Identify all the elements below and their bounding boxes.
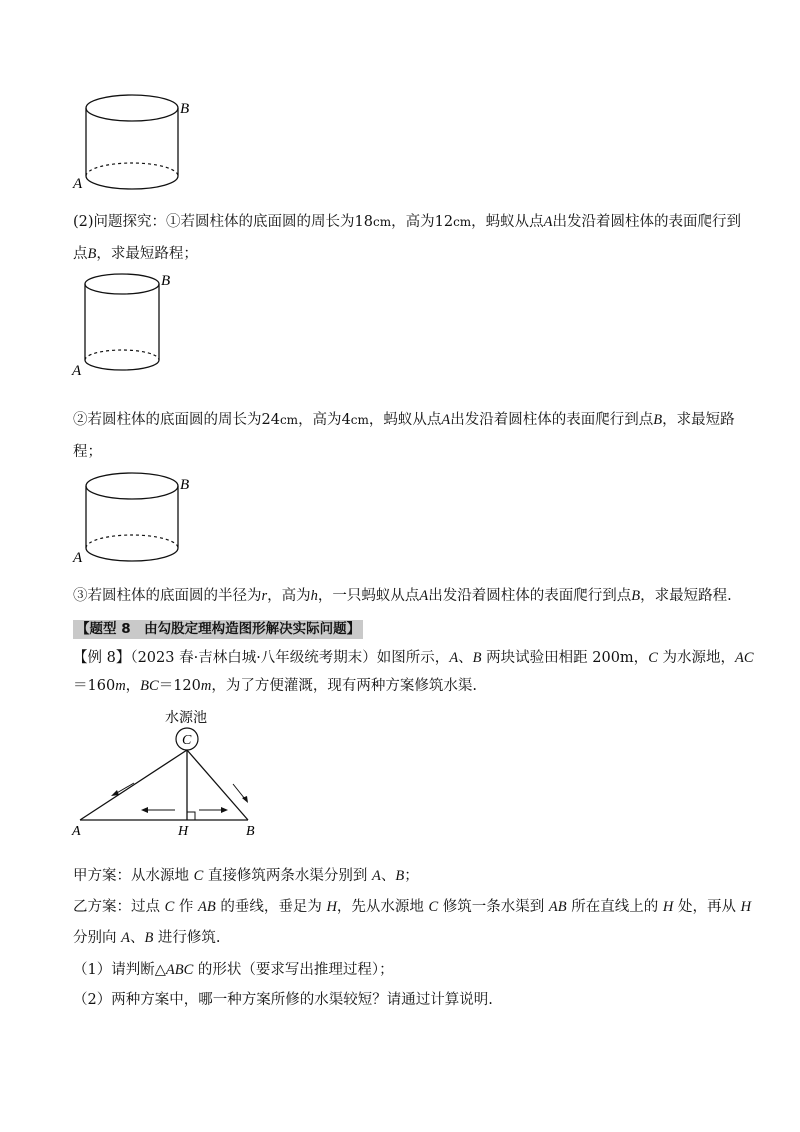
plan-jia: 甲方案：从水源地 C 直接修筑两条水渠分别到 A、B； [73,868,419,884]
label-b: B [180,477,190,493]
label-a: A [72,363,82,379]
vertex-h: H [178,824,189,839]
example-line-2: ＝160m，BC＝120m，为了方便灌溉，现有两种方案修筑水渠. [73,678,477,694]
label-b: B [161,273,171,289]
cylinder-figure-3 [70,470,200,570]
plan-yi-line-1: 乙方案：过点 C 作 AB 的垂线，垂足为 H，先从水源地 C 修筑一条水渠到 AB 所在直线上的 H 处，再从 H [73,899,752,915]
q2-line-1: (2)问题探究：①若圆柱体的底面圆的周长为18cm，高为12cm，蚂蚁从点A出发沿着圆柱体的表面爬行到 [73,214,742,230]
section-heading: 【题型 8 由勾股定理构造图形解决实际问题】 [73,620,363,639]
vertex-b: B [246,824,255,839]
question-1: （1）请判断△ABC 的形状（要求写出推理过程）； [73,962,394,978]
triangle-figure [70,704,270,840]
question-2: （2）两种方案中，哪一种方案所修的水渠较短？请通过计算说明. [73,992,493,1008]
vertex-a: A [72,824,81,839]
label-a: A [73,176,83,192]
example-line-1: 【例 8】（2023 春·吉林白城·八年级统考期末）如图所示，A、B 两块试验田相距 200m，C 为水源地，AC [73,650,754,666]
figure-title: 水源池 [165,711,207,726]
cylinder-figure-1 [70,92,200,198]
vertex-c: C [182,733,192,748]
cylinder-figure-2 [70,270,180,382]
q2-line-2: 点B，求最短路程； [73,246,198,262]
label-b: B [180,101,190,117]
label-a: A [73,550,83,566]
q2-sub2-line-1: ②若圆柱体的底面圆的周长为24cm，高为4cm，蚂蚁从点A出发沿着圆柱体的表面爬行到点B，求最短路 [73,412,735,428]
q2-sub2-line-2: 程； [73,444,102,460]
q2-sub3-line: ③若圆柱体的底面圆的半径为r，高为h，一只蚂蚁从点A出发沿着圆柱体的表面爬行到点B，求最短路程. [73,588,732,604]
plan-yi-line-2: 分别向 A、B 进行修筑. [73,930,221,946]
